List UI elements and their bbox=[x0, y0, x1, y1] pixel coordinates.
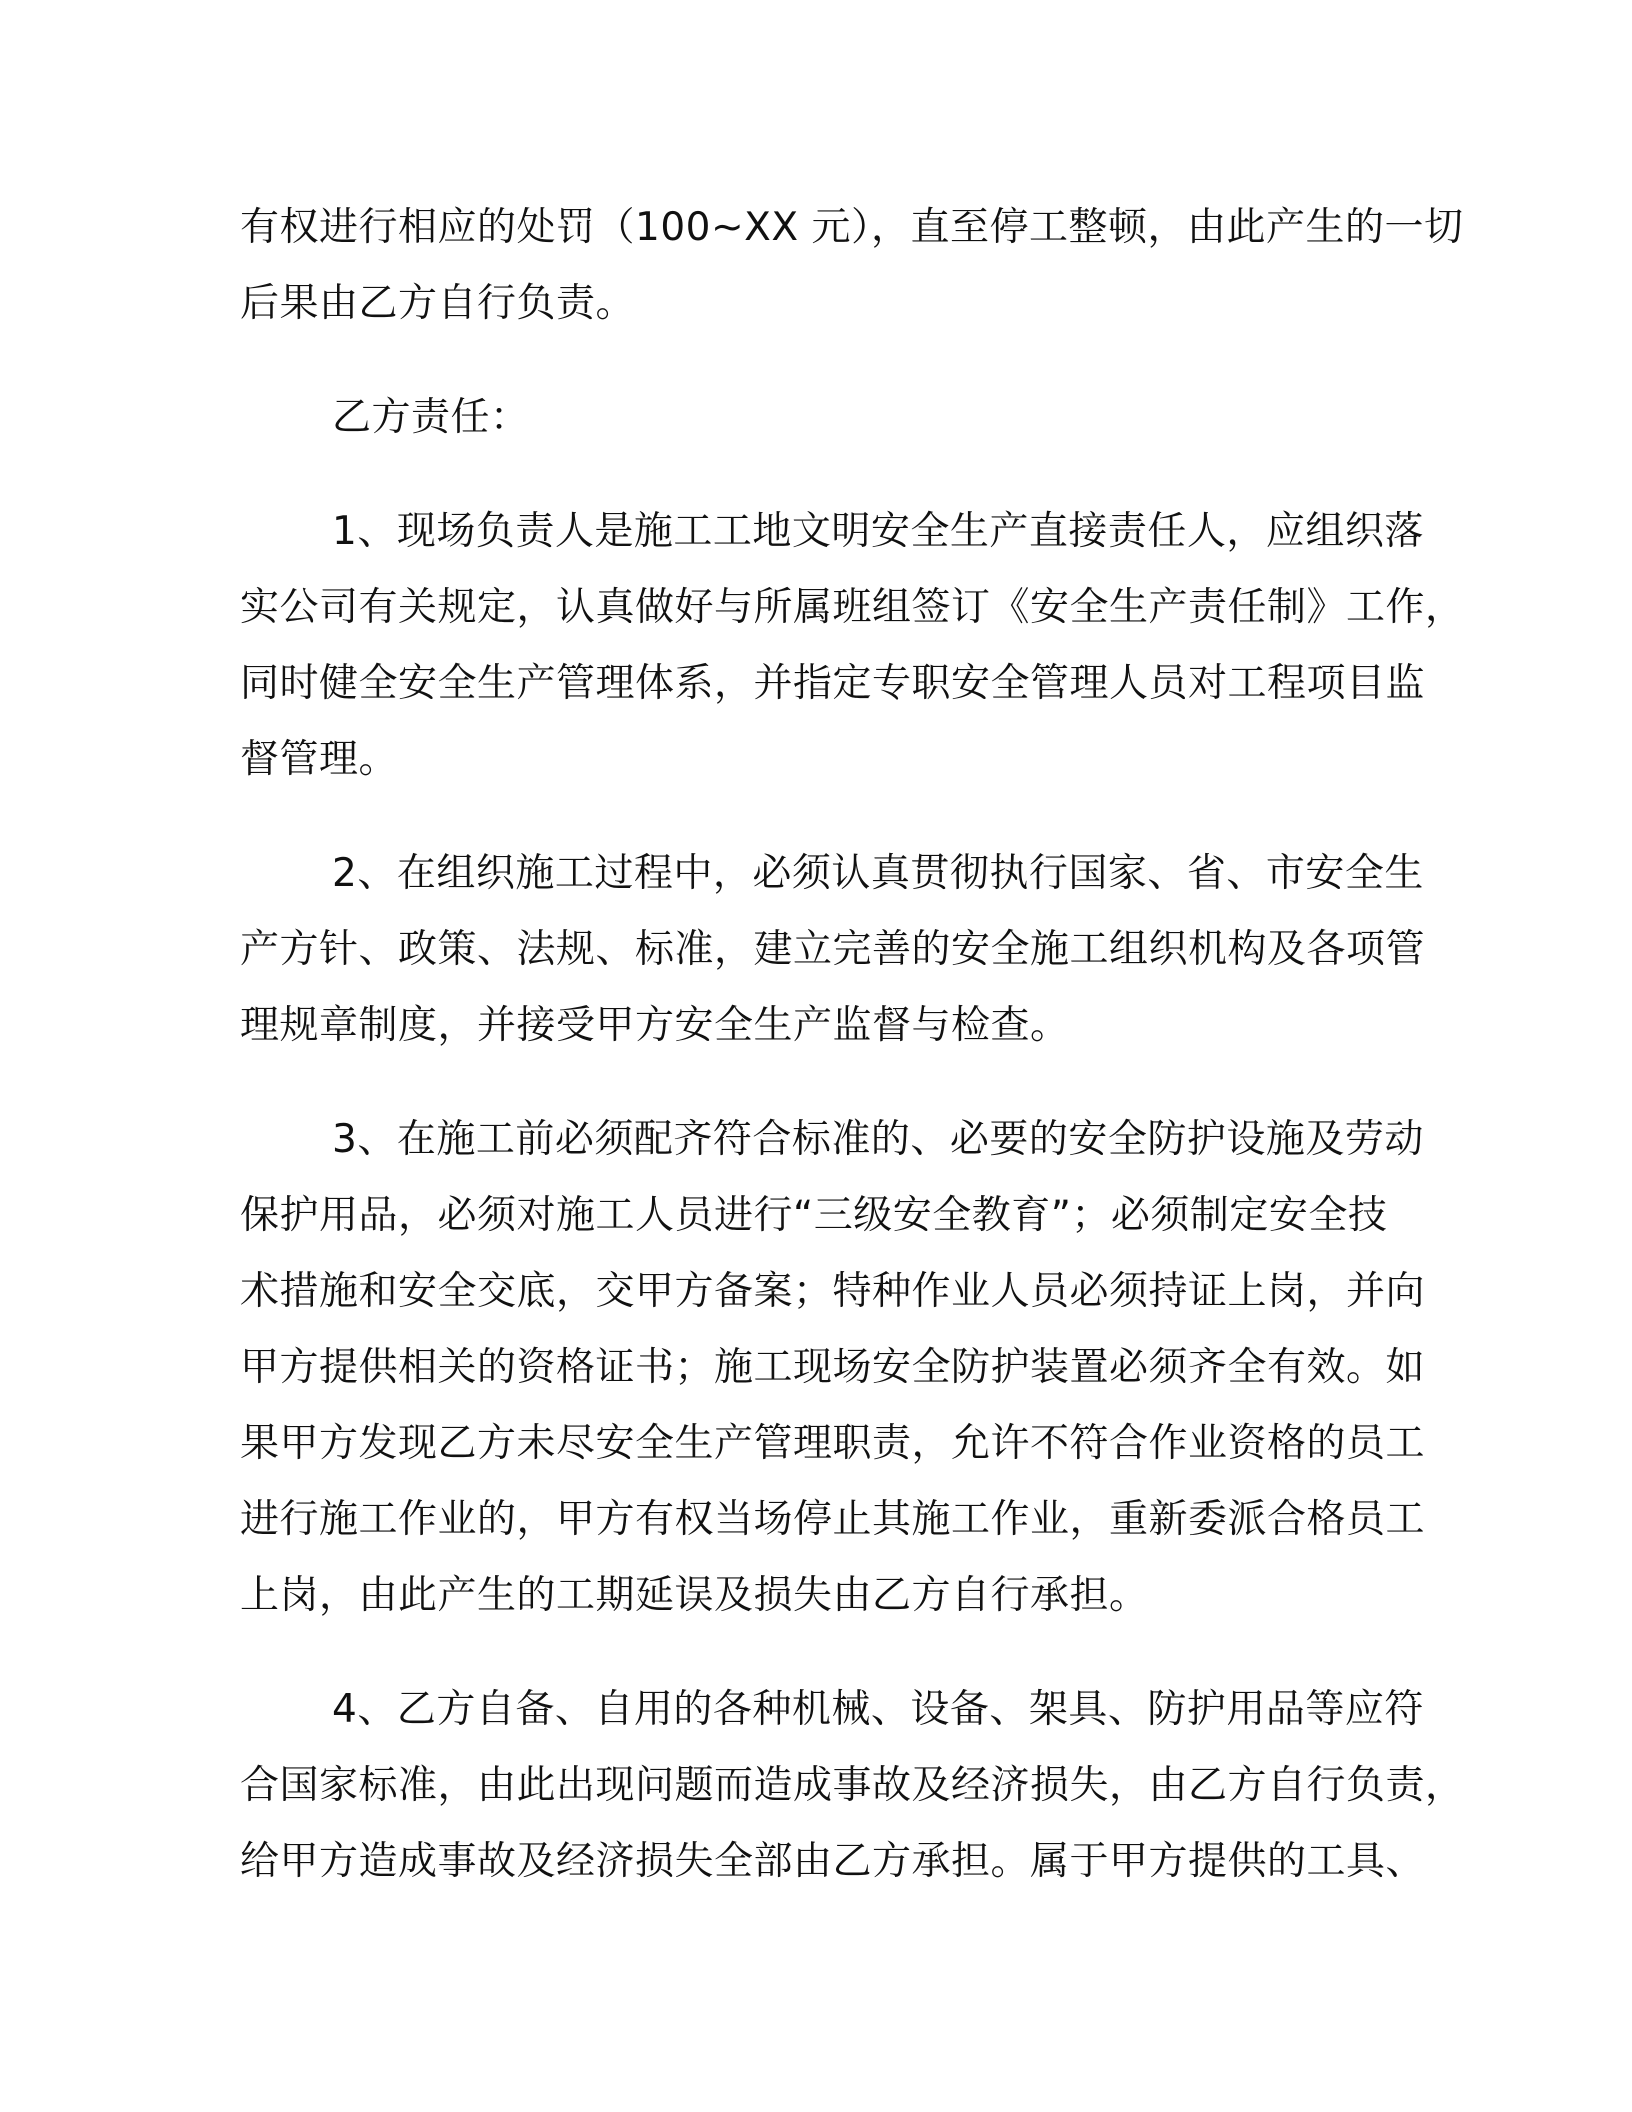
section-heading: 乙方责任： bbox=[332, 395, 530, 440]
section-heading-party-b-responsibility bbox=[240, 380, 1390, 456]
clause-4 bbox=[240, 1672, 1465, 1900]
paragraph-line: 2、在组织施工过程中，必须认真贯彻执行国家、省、市安全生 bbox=[332, 851, 1424, 896]
document-body bbox=[240, 190, 1465, 1938]
paragraph-line: 产方针、政策、法规、标准，建立完善的安全施工组织机构及各项管 bbox=[240, 927, 1426, 972]
paragraph-line: 上岗，由此产生的工期延误及损失由乙方自行承担。 bbox=[240, 1573, 1149, 1618]
paragraph-penalty-continuation bbox=[240, 190, 1464, 342]
paragraph-line: 术措施和安全交底，交甲方备案；特种作业人员必须持证上岗，并向 bbox=[240, 1269, 1426, 1314]
paragraph-line: 3、在施工前必须配齐符合标准的、必要的安全防护设施及劳动 bbox=[332, 1117, 1424, 1162]
paragraph-line: 甲方提供相关的资格证书；施工现场安全防护装置必须齐全有效。如 bbox=[240, 1345, 1426, 1390]
paragraph-line: 给甲方造成事故及经济损失全部由乙方承担。属于甲方提供的工具、 bbox=[240, 1839, 1426, 1884]
paragraph-line: 有权进行相应的处罚（100~XX 元），直至停工整顿，由此产生的一切 bbox=[240, 205, 1464, 250]
paragraph-line: 督管理。 bbox=[240, 737, 399, 782]
paragraph-line: 同时健全安全生产管理体系，并指定专职安全管理人员对工程项目监 bbox=[240, 661, 1426, 706]
paragraph-line: 4、乙方自备、自用的各种机械、设备、架具、防护用品等应符 bbox=[332, 1687, 1424, 1732]
clause-3 bbox=[240, 1102, 1426, 1634]
paragraph-line: 保护用品，必须对施工人员进行“三级安全教育”；必须制定安全技 bbox=[240, 1193, 1388, 1238]
paragraph-line: 后果由乙方自行负责。 bbox=[240, 281, 636, 326]
paragraph-line: 理规章制度，并接受甲方安全生产监督与检查。 bbox=[240, 1003, 1070, 1048]
paragraph-line: 进行施工作业的，甲方有权当场停止其施工作业，重新委派合格员工 bbox=[240, 1497, 1426, 1542]
clause-1 bbox=[240, 494, 1465, 798]
paragraph-line: 1、现场负责人是施工工地文明安全生产直接责任人，应组织落 bbox=[332, 509, 1424, 554]
paragraph-line: 实公司有关规定，认真做好与所属班组签订《安全生产责任制》工作， bbox=[240, 585, 1465, 630]
paragraph-line: 合国家标准，由此出现问题而造成事故及经济损失，由乙方自行负责， bbox=[240, 1763, 1465, 1808]
paragraph-line: 果甲方发现乙方未尽安全生产管理职责，允许不符合作业资格的员工 bbox=[240, 1421, 1426, 1466]
clause-2 bbox=[240, 836, 1426, 1064]
